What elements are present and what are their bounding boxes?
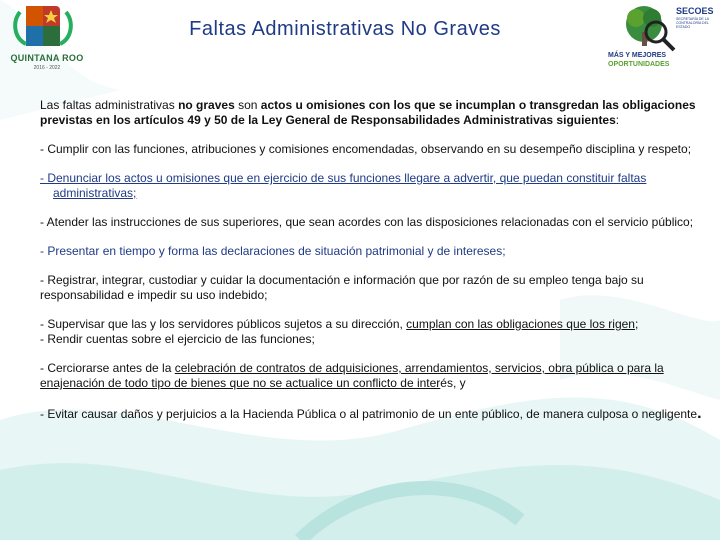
item-link[interactable]: cumplan con las obligaciones que los rigen	[406, 317, 635, 331]
tree-icon	[606, 2, 676, 52]
secoes-logo	[606, 2, 718, 78]
item-text: - Atender las instrucciones de sus superiores, que sean acordes con las disposiciones relacionadas con el servicio público;	[40, 215, 694, 229]
tagline-2: OPORTUNIDADES	[608, 61, 670, 68]
coat-of-arms-icon	[4, 2, 82, 52]
item-text: - Presentar en tiempo y forma las declaraciones de situación patrimonial y de intereses;	[40, 244, 506, 258]
list-item	[40, 273, 708, 303]
list-item	[40, 361, 708, 391]
intro-text-bold-2: actos u omisiones con los que se incumplan o transgredan las obligaciones previstas en los artículos 49 y 50 de la Ley General de Responsabilidades Administrativas siguientes	[40, 98, 696, 127]
main-content	[40, 98, 708, 423]
list-item	[40, 244, 708, 259]
item-link[interactable]: celebración de contratos de adquisiciones, arrendamientos, servicios, obra pública o para la enajenación de todo tipo de bienes que no se actualice un conflicto de inter	[40, 361, 664, 390]
list-item	[40, 317, 708, 332]
intro-text-bold-1: no graves	[178, 98, 235, 112]
state-period: 2016 - 2022	[33, 65, 61, 71]
item-text: - Rendir cuentas sobre el ejercicio de las funciones;	[40, 332, 315, 346]
page-title: Faltas Administrativas No Graves	[189, 18, 501, 40]
tagline-1: MÁS Y MEJORES	[608, 52, 667, 59]
secoes-subtitle: SECRETARÍA DE LA CONTRALORÍA DEL ESTADO	[676, 17, 709, 29]
secoes-label: SECOES	[676, 6, 714, 16]
list-item	[40, 142, 708, 157]
quintana-roo-logo	[4, 2, 82, 78]
item-end-dot: .	[697, 405, 702, 422]
state-name: QUINTANA ROO	[10, 53, 84, 63]
item-text: és, y	[440, 376, 466, 390]
intro-paragraph	[40, 98, 708, 128]
intro-text-3: :	[615, 113, 620, 127]
intro-text-1: Las faltas administrativas	[40, 98, 179, 112]
list-item	[40, 332, 708, 347]
item-text: - Supervisar que las y los servidores públicos sujetos a su dirección,	[40, 317, 407, 331]
item-text: - Registrar, integrar, custodiar y cuidar la documentación e información que por razón de su empleo tenga bajo su responsabilidad e impedir su uso indebido;	[40, 273, 644, 302]
item-text: ;	[634, 317, 639, 331]
intro-text-2: son	[234, 98, 261, 112]
item-text: - Cumplir con las funciones, atribuciones y comisiones encomendadas, observando en su desempeño disciplina y respeto;	[40, 142, 692, 156]
list-item	[40, 171, 708, 201]
item-link[interactable]: - Denunciar los actos u omisiones que en ejercicio de sus funciones llegare a advertir, que puedan constituir faltas administrativas;	[40, 171, 647, 200]
list-item	[40, 215, 708, 230]
list-item	[40, 405, 708, 423]
item-text: - Evitar causar daños y perjuicios a la Hacienda Pública o al patrimonio de un ente público, de manera culposa o negligente	[40, 407, 698, 421]
item-text: - Cerciorarse antes de la	[40, 361, 175, 375]
